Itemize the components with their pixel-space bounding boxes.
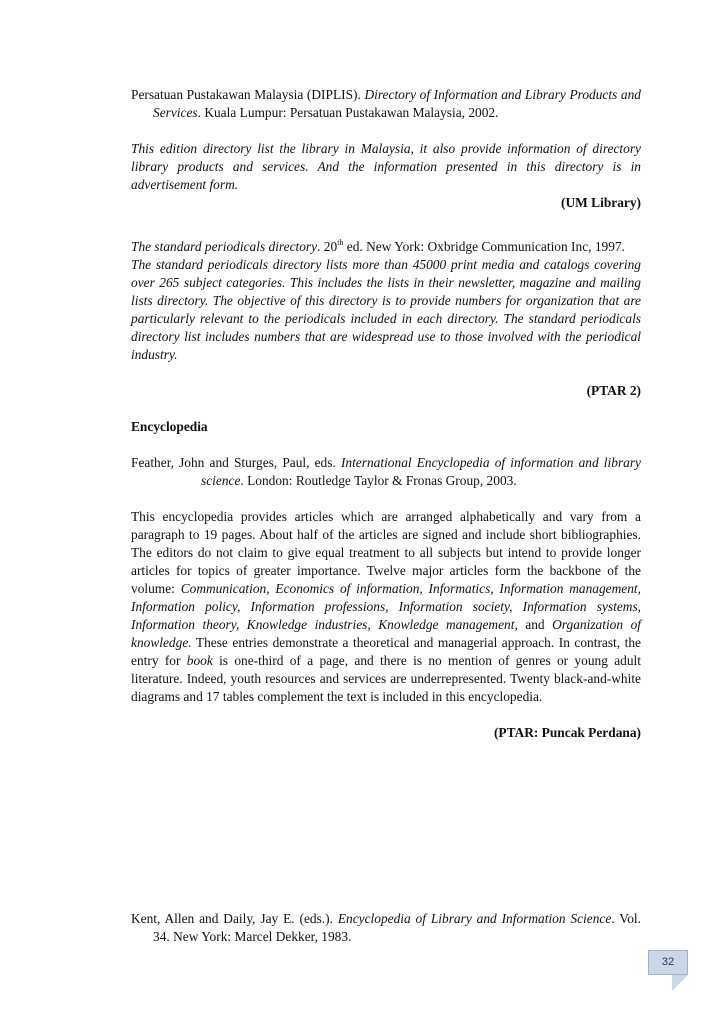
page-curl-decoration	[672, 975, 688, 991]
annotation-feather	[131, 508, 641, 706]
location-periodicals: (PTAR 2)	[586, 383, 641, 398]
citation-imprint: . Vol. 34. New York: Marcel Dekker, 1983.	[153, 911, 641, 944]
citation-title: Directory of Information and Library Products and Services	[153, 87, 641, 120]
page-number: 32	[661, 956, 675, 968]
annotation-text: This encyclopedia provides articles which are arranged alphabetically and vary from a paragraph to 19 pages. About half of the articles are signed and include short bibliographies. The editors do not claim to give equal treatment to all subjects but intend to provide longer articles for topics of greater importance. Twelve major articles form the backbone of the volume:	[131, 509, 641, 596]
page-content	[131, 86, 641, 946]
citation-title: Encyclopedia of Library and Information Science	[337, 911, 612, 926]
citation-imprint: ed. New York: Oxbridge Communication Inc, 1997.	[343, 239, 625, 254]
location-feather: (PTAR: Puncak Perdana)	[493, 725, 641, 740]
major-articles-list: Communication, Economics of information, Informatics, Information management, Information policy, Information professions, Information society, Information systems, Information theory, Knowledge industries, Knowledge management	[131, 581, 641, 632]
book-term: book	[186, 653, 213, 668]
page-number-badge	[648, 950, 688, 975]
citation-author: Persatuan Pustakawan Malaysia (DIPLIS).	[131, 87, 365, 102]
citation-diplis	[131, 86, 641, 122]
citation-feather	[131, 454, 641, 490]
citation-periodicals	[131, 238, 641, 256]
citation-author: Kent, Allen and Daily, Jay E. (eds.).	[131, 911, 338, 926]
annotation-text: These entries demonstrate a theoretical and managerial approach. In contrast, the entry for	[131, 635, 641, 668]
location-diplis: (UM Library)	[561, 195, 641, 210]
citation-title: International Encyclopedia of information and library science	[201, 455, 642, 488]
annotation-periodicals: The standard periodicals directory lists more than 45000 print media and catalogs covering over 265 subject categories. This includes the lists in their newsletter, magazine and mailing lists directory. The objective of this directory is to provide numbers for organization that are particularly relevant to the periodicals included in each directory. The standard periodicals directory list includes numbers that are widespread use to those involved with the periodical industry.	[131, 257, 641, 362]
citation-title: The standard periodicals directory	[131, 239, 318, 254]
citation-author: Feather, John and Sturges, Paul, eds.	[131, 455, 341, 470]
section-heading: Encyclopedia	[131, 419, 208, 434]
annotation-text: is one-third of a page, and there is no mention of genres or young adult literature. Indeed, youth resources and services are underrepresented. Twenty black-and-white diagrams and 17 tables complement the text is included in this encyclopedia.	[131, 653, 641, 704]
annotation-text: , and	[514, 617, 553, 632]
citation-kent	[131, 910, 641, 946]
citation-imprint: . London: Routledge Taylor & Fronas Group, 2003.	[240, 473, 517, 488]
major-article-last: Organization of knowledge.	[131, 617, 641, 650]
annotation-diplis: This edition directory list the library in Malaysia, it also provide information of directory library products and services. And the information presented in this directory is in advertisement form.	[131, 141, 641, 192]
edition-superscript: th	[337, 238, 344, 247]
citation-imprint: . Kuala Lumpur: Persatuan Pustakawan Malaysia, 2002.	[197, 105, 499, 120]
citation-edition: . 20	[317, 239, 338, 254]
